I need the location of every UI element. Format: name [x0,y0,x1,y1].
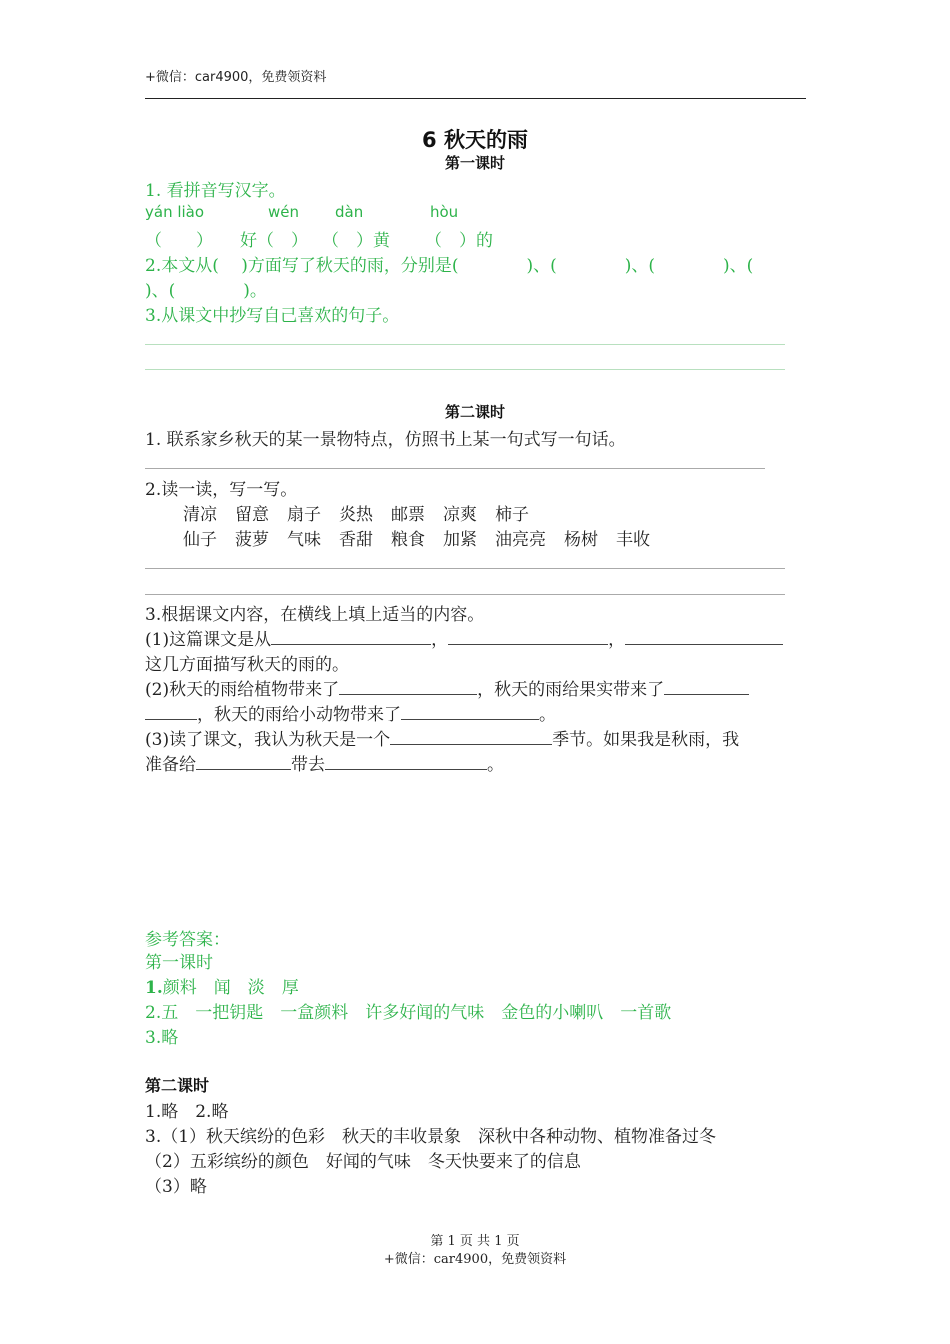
header-contact: +微信：car4900，免费领资料 [145,70,327,85]
word: 仙子 [183,530,217,550]
answer-b3-2: （2）五彩缤纷的颜色 好闻的气味 冬天快要来了的信息 [145,1152,581,1172]
word: 丰收 [616,530,650,550]
period: 。 [539,705,556,725]
word: 加紧 [443,530,477,550]
answer-line [145,468,765,469]
answers-heading: 参考答案： [145,930,230,950]
q3-3-give: 准备给 [145,755,196,775]
word: 邮票 [391,505,425,525]
words-row-1 [183,500,547,525]
fill-blank[interactable] [401,705,539,720]
answer-item: 颜料 [162,978,197,998]
answer-item: 一把钥匙 [195,1003,264,1023]
answers-lesson1-heading: 第一课时 [145,953,213,973]
q3-2-middle: ，秋天的雨给果实带来了 [477,680,665,700]
word: 香甜 [339,530,373,550]
pinyin-2: wén [268,203,300,221]
q3-2-end: ，秋天的雨给小动物带来了 [197,705,401,725]
words-row-2 [183,525,668,550]
answer-line [145,344,785,345]
answer-item: 一盒颜料 [280,1003,349,1023]
word: 扇子 [287,505,321,525]
q3-1-suffix: 这几方面描写秋天的雨的。 [145,655,349,675]
fill-blank[interactable] [390,730,552,745]
fill-blank[interactable] [325,755,487,770]
answer-b1: 1.略 2.略 [145,1102,229,1122]
blank-3: （ ）黄 [322,231,390,251]
answer-item: 一首歌 [620,1003,672,1023]
answer-item: 2.五 [145,1003,179,1023]
answer-3: 3.略 [145,1028,179,1048]
q3-2-prefix: (2)秋天的雨给植物带来了 [145,680,340,700]
l1-question-2-line1: 2.本文从( )方面写了秋天的雨，分别是( )、( )、( )、( [145,256,754,276]
fill-blank[interactable] [145,705,197,720]
fill-blank[interactable] [664,680,749,695]
word: 油亮亮 [495,530,546,550]
q3-3-row [145,725,739,750]
page-title: 6 秋天的雨 [422,128,528,152]
answer-item: 淡 [247,978,265,998]
period: 。 [487,755,504,775]
fill-blank[interactable] [271,630,431,645]
q3-2-row [145,675,749,700]
footer-contact: +微信：car4900，免费领资料 [383,1252,567,1267]
blank-2: 好（ ） [240,231,308,251]
answer-b3-1: 3.（1）秋天缤纷的色彩 秋天的丰收景象 深秋中各种动物、植物准备过冬 [145,1127,717,1147]
answer-line [145,568,785,569]
word: 留意 [235,505,269,525]
answer-item: 许多好闻的气味 [365,1003,485,1023]
answer-number: 1. [145,978,163,998]
page-number: 第 1 页 共 1 页 [430,1234,520,1249]
header-rule [145,98,806,99]
q3-1-prefix: (1)这篇课文是从 [145,630,272,650]
comma: ， [431,630,449,650]
word: 杨树 [564,530,598,550]
lesson2-heading: 第二课时 [444,403,505,421]
pinyin-4: hòu [430,203,459,221]
answer-2 [145,998,671,1023]
answer-line [145,369,785,370]
fill-blank[interactable] [196,755,291,770]
l2-question-2: 2.读一读，写一写。 [145,480,298,500]
fill-blank[interactable] [448,630,608,645]
word: 清凉 [183,505,217,525]
lesson1-heading: 第一课时 [444,154,505,172]
word: 凉爽 [443,505,477,525]
pinyin-3: dàn [335,203,364,221]
blank-4: （ ）的 [425,231,493,251]
answer-line [145,594,785,595]
fill-blank[interactable] [339,680,477,695]
word: 柿子 [495,505,529,525]
l1-question-2-line2: )、( )。 [145,281,267,301]
comma: ， [608,630,626,650]
answer-b3-3: （3）略 [145,1177,207,1197]
blank-1: （ ） [145,231,213,251]
fill-blank[interactable] [625,630,783,645]
word: 菠萝 [235,530,269,550]
answer-item: 闻 [213,978,231,998]
l2-question-1: 1. 联系家乡秋天的某一景物特点，仿照书上某一句式写一句话。 [145,430,626,450]
q3-3-middle: 季节。如果我是秋雨，我 [552,730,740,750]
answer-item: 厚 [281,978,299,998]
pinyin-1: yán liào [145,203,205,221]
answer-1 [145,973,299,998]
q3-3-prefix: (3)读了课文，我认为秋天是一个 [145,730,391,750]
answer-item: 金色的小喇叭 [501,1003,604,1023]
word: 气味 [287,530,321,550]
l2-question-3: 3.根据课文内容，在横线上填上适当的内容。 [145,605,485,625]
q3-3-bring: 带去 [291,755,325,775]
q3-2-row2 [145,700,556,725]
word: 炎热 [339,505,373,525]
answers-lesson2-heading: 第二课时 [145,1076,210,1095]
word: 粮食 [391,530,425,550]
l1-question-3: 3.从课文中抄写自己喜欢的句子。 [145,306,400,326]
q3-3-row2 [145,750,504,775]
q3-1-row [145,625,783,650]
l1-question-1: 1. 看拼音写汉字。 [145,181,286,201]
